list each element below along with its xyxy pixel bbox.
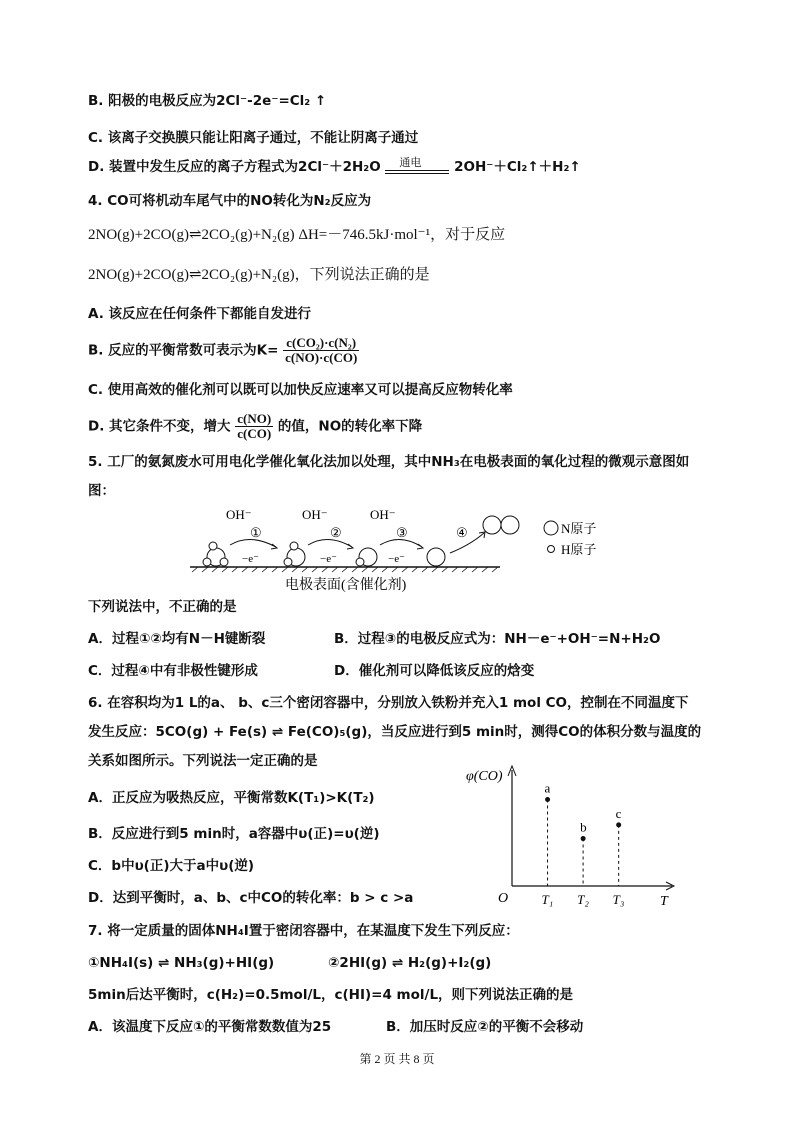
- legend-h-symbol: [548, 546, 555, 553]
- data-point-a: [545, 797, 550, 802]
- q4-option-d-suffix: 的值，NO的转化率下降: [277, 418, 423, 435]
- electron-loss-3: −e⁻: [388, 553, 405, 565]
- legend-n-label: N原子: [561, 521, 597, 536]
- q3-option-d-left: 2Cl⁻＋2H₂O: [298, 159, 381, 175]
- nh-molecule: [356, 548, 377, 566]
- q6-option-a: A．正反应为吸热反应，平衡常数K(T₁)>K(T₂): [88, 790, 375, 806]
- fraction-numerator: c(CO₂)·c(N₂): [283, 336, 359, 351]
- x-tick-label: T₁: [541, 892, 554, 907]
- hydroxide-label-2: OH⁻: [302, 507, 328, 522]
- q4-option-b: [88, 336, 359, 365]
- q3-option-d-prefix: D. 装置中发生反应的离子方程式为: [88, 159, 299, 175]
- x-tick-label: T₂: [577, 892, 589, 907]
- q5-option-c: C．过程④中有非极性键形成: [88, 663, 258, 679]
- q4-option-d: [88, 412, 422, 441]
- step-3-label: ③: [396, 525, 408, 540]
- y-axis-label: φ(CO): [466, 769, 503, 784]
- q4-option-a: A. 该反应在任何条件下都能自发进行: [88, 306, 312, 322]
- q6-stem-line1: 6. 在容积均为1 L的a、 b、c三个密闭容器中，分别放入铁粉并充入1 mol CO，控制在不同温度下: [88, 695, 689, 711]
- q4-option-c: C. 使用高效的催化剂可以既可以加快反应速率又可以提高反应物转化率: [88, 382, 513, 398]
- point-label-a: a: [544, 780, 551, 796]
- fraction-denominator: c(NO)·c(CO): [285, 350, 358, 365]
- q3-option-c: C. 该离子交换膜只能让阳离子通过，不能让阴离子通过: [88, 130, 419, 146]
- nh2-molecule: [284, 542, 305, 566]
- step-1-label: ①: [250, 525, 262, 540]
- q7-option-b: B．加压时反应②的平衡不会移动: [386, 1019, 584, 1035]
- reaction-arrows: [230, 532, 485, 553]
- q6-stem-line3: 关系如图所示。下列说法一定正确的是: [88, 753, 318, 769]
- x-axis-label: T: [660, 894, 668, 909]
- step-2-label: ②: [330, 525, 342, 540]
- legend-n-symbol: [544, 521, 558, 535]
- origin-label: O: [498, 891, 509, 906]
- electrolysis-arrow: [385, 158, 449, 176]
- nh3-molecule: [203, 542, 228, 566]
- q3-option-d-right: 2OH⁻＋Cl₂↑＋H₂↑: [454, 159, 581, 175]
- electrolysis-condition: 通电: [399, 156, 422, 169]
- co-fraction-temperature-chart: [460, 762, 690, 912]
- electron-loss-2: −e⁻: [320, 553, 337, 565]
- q4-option-d-prefix: D. 其它条件不变，增大: [88, 418, 231, 435]
- point-label-b: b: [580, 819, 587, 835]
- ratio-fraction: [235, 412, 273, 441]
- equilibrium-constant-fraction: [283, 336, 359, 365]
- q5-question: 下列说法中，不正确的是: [88, 599, 237, 615]
- q3-option-d: [88, 158, 581, 176]
- electron-loss-1: −e⁻: [242, 553, 259, 565]
- data-point-c: [616, 822, 621, 827]
- q5-option-a: A．过程①②均有N－H键断裂: [88, 631, 266, 647]
- data-point-b: [581, 836, 586, 841]
- electrode-surface-label: 电极表面(含催化剂): [285, 578, 407, 593]
- q6-option-b: B．反应进行到5 min时，a容器中υ(正)=υ(逆): [88, 826, 380, 842]
- q7-option-a: A．该温度下反应①的平衡常数数值为25: [88, 1019, 332, 1035]
- page-number-footer: 第 2 页 共 8 页: [359, 1052, 435, 1066]
- q5-stem-line2: 图：: [88, 483, 115, 499]
- q4-option-b-prefix: B. 反应的平衡常数可表示为K=: [88, 342, 279, 359]
- legend-h-label: H原子: [561, 542, 597, 557]
- hydroxide-label-1: OH⁻: [226, 507, 252, 522]
- step-4-label: ④: [456, 525, 468, 540]
- n-atom: [427, 548, 445, 566]
- fraction-denominator: c(CO): [237, 426, 272, 441]
- q5-option-b: B．过程③的电极反应式为：NH－e⁻+OH⁻=N+H₂O: [334, 631, 661, 647]
- x-tick-label: T₃: [612, 892, 625, 907]
- q7-condition: 5min后达平衡时，c(H₂)=0.5mol/L，c(HI)=4 mol/L，则下列说法正确的是: [88, 987, 574, 1003]
- fraction-numerator: c(NO): [237, 411, 272, 426]
- q4-stem: 4. CO可将机动车尾气中的NO转化为N₂反应为: [88, 193, 372, 209]
- q7-reaction-2: ②2HI(g) ⇌ H₂(g)+I₂(g): [328, 955, 492, 971]
- q6-option-c: C．b中υ(正)大于a中υ(逆): [88, 858, 255, 874]
- q7-stem: 7. 将一定质量的固体NH₄I置于密闭容器中，在某温度下发生下列反应：: [88, 923, 519, 939]
- point-label-c: c: [615, 805, 622, 821]
- hydroxide-label-3: OH⁻: [370, 507, 396, 522]
- q5-option-d: D．催化剂可以降低该反应的焓变: [334, 663, 535, 679]
- q6-stem-line2: 发生反应：5CO(g) + Fe(s) ⇌ Fe(CO)₅(g)，当反应进行到5 min时，测得CO的体积分数与温度的: [88, 724, 702, 740]
- q3-option-b: B. 阳极的电极反应为2Cl⁻-2e⁻=Cl₂ ↑: [88, 93, 327, 109]
- q7-reaction-1: ①NH₄I(s) ⇌ NH₃(g)+HI(g): [88, 955, 275, 971]
- q6-option-d: D．达到平衡时，a、b、c中CO的转化率：b > c >a: [88, 890, 414, 906]
- q4-equation-2: 2NO(g)+2CO(g)⇌2CO₂(g)+N₂(g)，下列说法正确的是: [88, 267, 430, 283]
- q4-equation-1: 2NO(g)+2CO(g)⇌2CO₂(g)+N₂(g) ΔH=－746.5kJ·mol⁻¹，对于反应: [88, 227, 506, 243]
- n2-molecule: [483, 516, 519, 534]
- electrode-oxidation-diagram: [190, 505, 640, 597]
- q5-stem-line1: 5. 工厂的氨氮废水可用电化学催化氧化法加以处理，其中NH₃在电极表面的氧化过程的微观示意图如: [88, 454, 690, 470]
